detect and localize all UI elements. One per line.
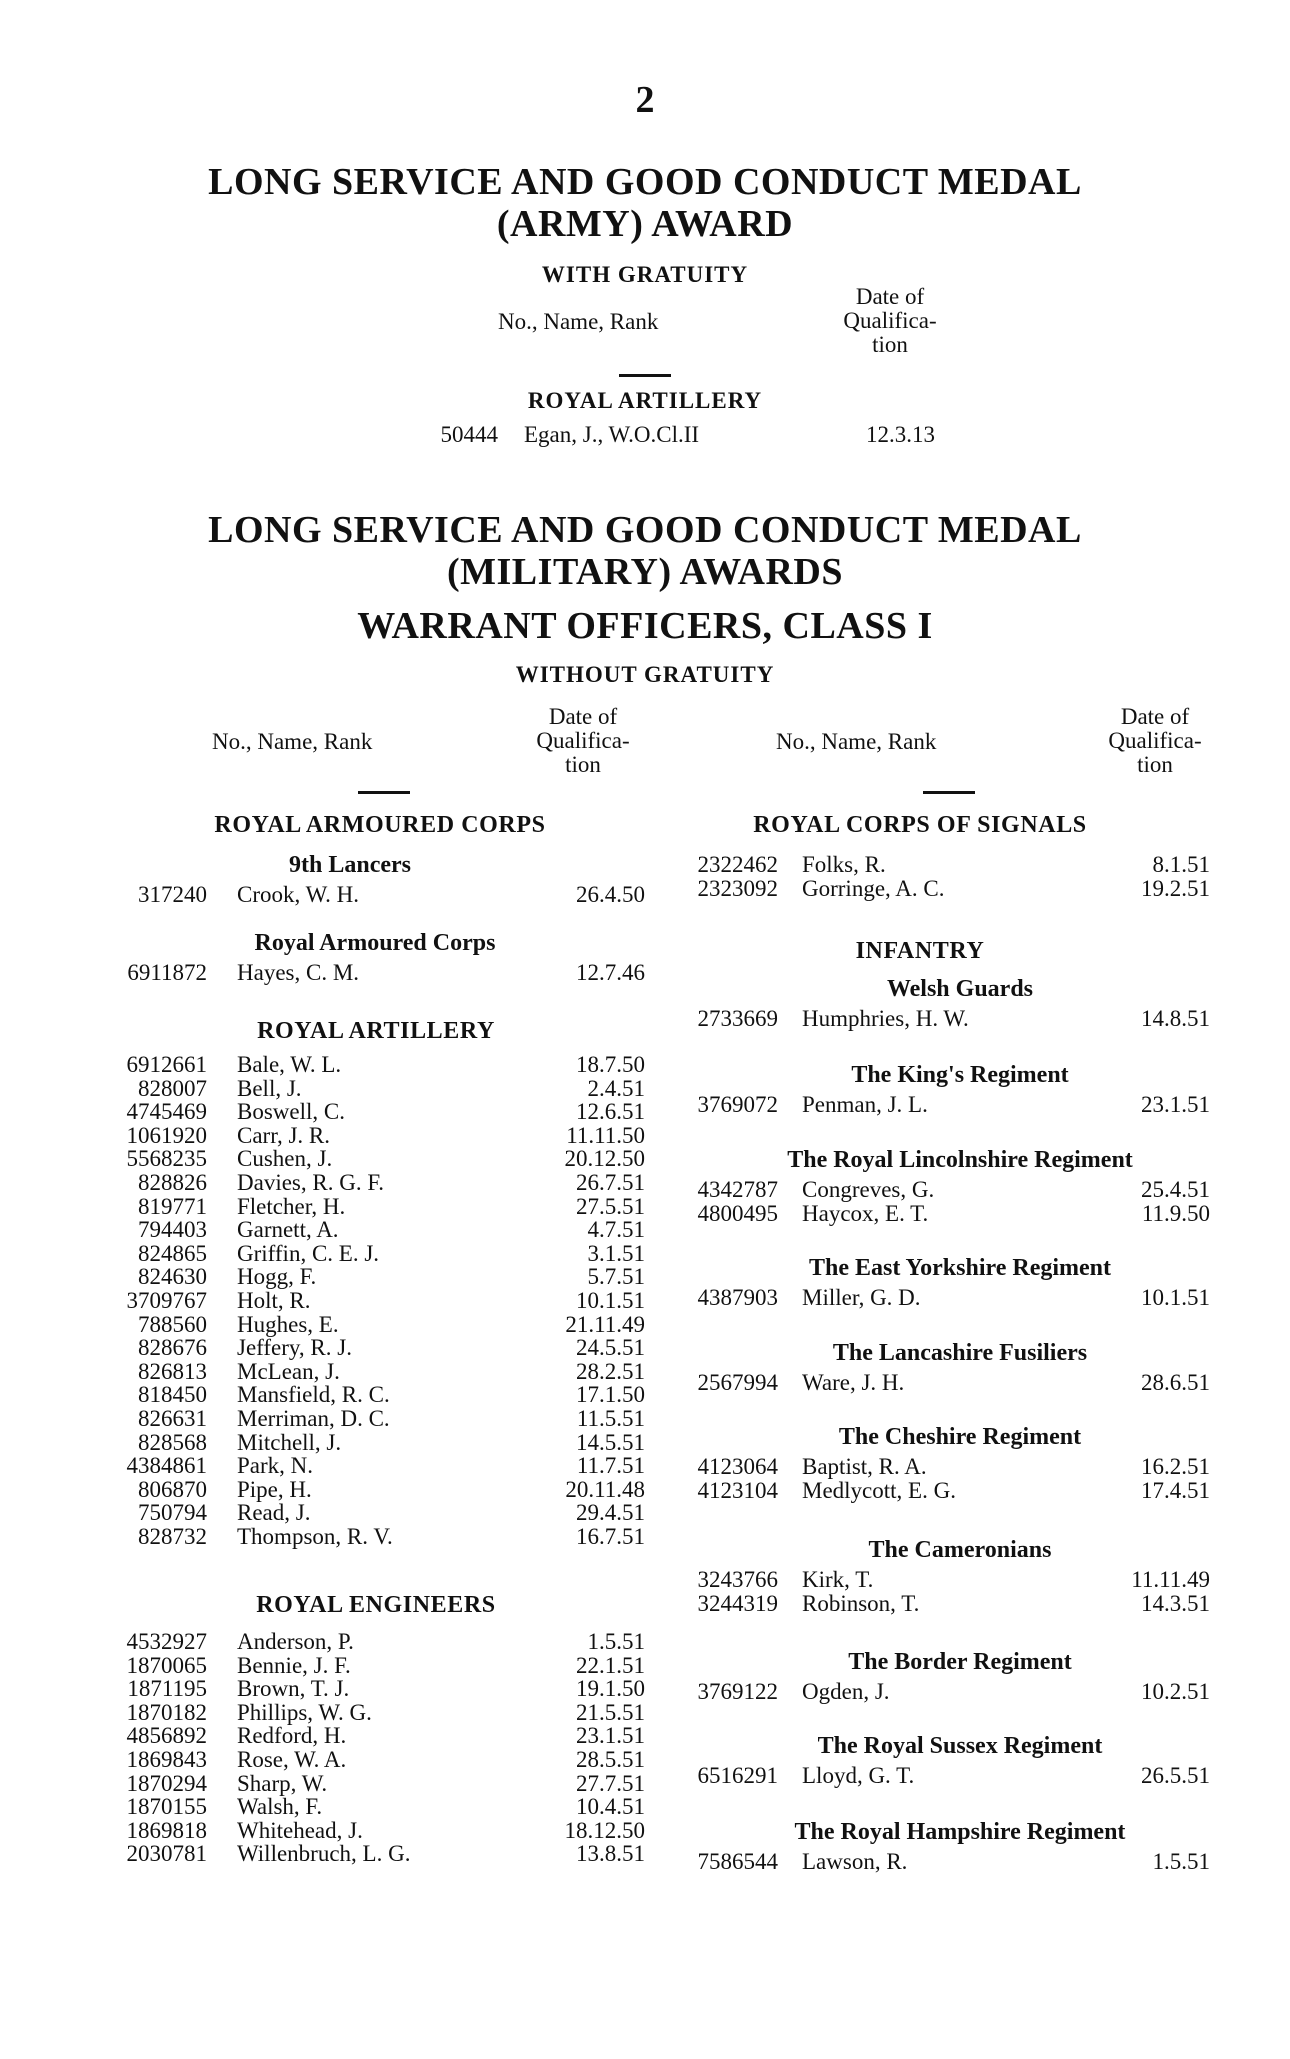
- qualification-date: 11.9.50: [1141, 1200, 1210, 1226]
- qualification-date: 1.5.51: [587, 1629, 645, 1654]
- qualification-date: 5.7.51: [587, 1264, 645, 1290]
- service-number: 3769072: [697, 1092, 778, 1117]
- service-number: 5568235: [126, 1146, 207, 1172]
- person-name: Park, N.: [237, 1453, 314, 1479]
- person-name: Davies, R. G. F.: [237, 1170, 385, 1195]
- table-row: [0, 1589, 1290, 1619]
- table-row: [0, 1847, 1290, 1877]
- person-name: Willenbruch, L. G.: [237, 1841, 411, 1867]
- service-number: 317240: [138, 882, 207, 907]
- qualification-date: 12.3.13: [866, 422, 935, 447]
- army-date-header-l1: Date of: [855, 284, 925, 309]
- person-name: Robinson, T.: [802, 1590, 920, 1616]
- left-col-date-header: [518, 705, 648, 777]
- service-number: 7586544: [697, 1849, 778, 1874]
- qualification-date: 11.11.50: [566, 1122, 645, 1148]
- subsection-heading-royal-armoured-corps: Royal Armoured Corps: [254, 930, 496, 956]
- subsection-heading-9th-lancers: 9th Lancers: [289, 852, 411, 878]
- military-title-line3: WARRANT OFFICERS, CLASS I: [357, 605, 933, 647]
- qualification-date: 1.5.51: [1152, 1849, 1210, 1874]
- service-number: 4342787: [697, 1177, 778, 1202]
- military-title-line1: LONG SERVICE AND GOOD CONDUCT MEDAL: [208, 509, 1082, 551]
- qualification-date: 12.6.51: [576, 1099, 645, 1125]
- table-row: [0, 420, 1290, 450]
- service-number: 826631: [138, 1406, 207, 1431]
- service-number: 3709767: [126, 1288, 207, 1313]
- left-col-name-header: No., Name, Rank: [212, 729, 373, 754]
- service-number: 806870: [138, 1476, 207, 1502]
- subsection-heading-regiment: The Lancashire Fusiliers: [832, 1340, 1088, 1366]
- subsection-heading-regiment: The Cheshire Regiment: [838, 1424, 1082, 1450]
- qualification-date: 16.2.51: [1141, 1454, 1210, 1479]
- person-name: Hogg, F.: [237, 1264, 317, 1290]
- service-number: 828732: [138, 1524, 207, 1549]
- service-number: 4800495: [697, 1200, 778, 1226]
- service-number: 1870155: [126, 1794, 207, 1820]
- qualification-date: 29.4.51: [576, 1500, 645, 1526]
- person-name: Congreves, G.: [802, 1177, 935, 1202]
- qualification-date: 17.4.51: [1141, 1477, 1210, 1503]
- army-date-header-l2: Qualifica-: [843, 308, 937, 333]
- person-name: Baptist, R. A.: [802, 1454, 927, 1479]
- person-name: Thompson, R. V.: [237, 1524, 393, 1549]
- service-number: 4123064: [697, 1454, 778, 1479]
- left-date-header-l1: Date of: [548, 704, 618, 729]
- subsection-heading-regiment: The Royal Hampshire Regiment: [794, 1819, 1126, 1845]
- qualification-date: 19.2.51: [1141, 875, 1210, 901]
- service-number: 4387903: [697, 1285, 778, 1310]
- table-row: [0, 1677, 1290, 1707]
- service-number: 2733669: [697, 1006, 778, 1031]
- qualification-date: 27.5.51: [576, 1193, 645, 1219]
- table-row: [0, 1283, 1290, 1313]
- qualification-date: 28.5.51: [576, 1747, 645, 1772]
- qualification-date: 27.7.51: [576, 1770, 645, 1796]
- person-name: Mansfield, R. C.: [237, 1382, 390, 1408]
- person-name: Carr, J. R.: [237, 1122, 330, 1148]
- section-heading-royal-corps-of-signals: ROYAL CORPS OF SIGNALS: [753, 812, 1087, 838]
- person-name: Miller, G. D.: [802, 1285, 921, 1310]
- qualification-date: 17.1.50: [576, 1382, 645, 1408]
- subsection-heading-regiment: The Border Regiment: [848, 1649, 1072, 1675]
- service-number: 3243766: [697, 1567, 778, 1592]
- divider: [923, 791, 975, 794]
- divider: [619, 374, 671, 377]
- qualification-date: 24.5.51: [576, 1335, 645, 1361]
- qualification-date: 26.5.51: [1141, 1763, 1210, 1788]
- table-row: [0, 1761, 1290, 1791]
- service-number: 1870294: [126, 1770, 207, 1796]
- person-name: Phillips, W. G.: [237, 1699, 372, 1725]
- service-number: 794403: [138, 1217, 207, 1243]
- person-name: Sharp, W.: [237, 1770, 328, 1796]
- qualification-date: 16.7.51: [576, 1524, 645, 1549]
- qualification-date: 20.12.50: [564, 1146, 645, 1172]
- subsection-heading-regiment: The East Yorkshire Regiment: [809, 1255, 1111, 1281]
- service-number: 818450: [138, 1382, 207, 1408]
- service-number: 828568: [138, 1429, 207, 1455]
- service-number: 824630: [138, 1264, 207, 1290]
- person-name: Haycox, E. T.: [802, 1200, 929, 1226]
- service-number: 828007: [138, 1075, 207, 1101]
- service-number: 6911872: [127, 960, 207, 985]
- left-date-header-l2: Qualifica-: [536, 728, 630, 753]
- service-number: 4123104: [697, 1477, 778, 1503]
- service-number: 2030781: [126, 1841, 207, 1867]
- subsection-heading-regiment: The Royal Sussex Regiment: [817, 1733, 1103, 1759]
- service-number: 826813: [138, 1358, 207, 1384]
- service-number: 4532927: [126, 1629, 207, 1654]
- qualification-date: 11.5.51: [576, 1406, 645, 1431]
- qualification-date: 18.12.50: [564, 1817, 645, 1843]
- army-award-subtitle: WITH GRATUITY: [541, 262, 749, 287]
- person-name: Hughes, E.: [237, 1311, 339, 1337]
- section-heading-infantry: INFANTRY: [855, 938, 985, 964]
- person-name: Ware, J. H.: [802, 1370, 905, 1395]
- military-subtitle: WITHOUT GRATUITY: [515, 662, 775, 687]
- qualification-date: 13.8.51: [576, 1841, 645, 1867]
- person-name: Whitehead, J.: [237, 1817, 363, 1843]
- person-name: Redford, H.: [237, 1723, 347, 1749]
- right-col-date-header: [1090, 705, 1220, 777]
- person-name: Bell, J.: [237, 1075, 302, 1101]
- army-award-title-line2: (ARMY) AWARD: [496, 203, 794, 245]
- service-number: 1869818: [126, 1817, 207, 1843]
- army-award-title-line1: LONG SERVICE AND GOOD CONDUCT MEDAL: [208, 161, 1082, 203]
- person-name: Hayes, C. M.: [237, 960, 360, 985]
- person-name: Bale, W. L.: [237, 1052, 342, 1077]
- table-row: [0, 1368, 1290, 1398]
- qualification-date: 21.11.49: [565, 1311, 645, 1337]
- qualification-date: 23.1.51: [576, 1723, 645, 1749]
- qualification-date: 28.2.51: [576, 1358, 645, 1384]
- right-date-header-l2: Qualifica-: [1108, 728, 1202, 753]
- qualification-date: 11.11.49: [1131, 1567, 1210, 1592]
- divider: [358, 791, 410, 794]
- qualification-date: 14.5.51: [576, 1429, 645, 1455]
- subsection-heading-regiment: The Cameronians: [868, 1537, 1052, 1563]
- subsection-heading-regiment: Welsh Guards: [886, 976, 1034, 1002]
- section-heading-royal-artillery: ROYAL ARTILLERY: [257, 1018, 495, 1044]
- person-name: Walsh, F.: [237, 1794, 323, 1820]
- person-name: Holt, R.: [237, 1288, 311, 1313]
- section-heading-royal-engineers: ROYAL ENGINEERS: [256, 1592, 496, 1618]
- qualification-date: 10.4.51: [576, 1794, 645, 1820]
- qualification-date: 8.1.51: [1152, 852, 1210, 877]
- qualification-date: 19.1.50: [576, 1676, 645, 1702]
- qualification-date: 4.7.51: [587, 1217, 645, 1243]
- service-number: 4745469: [126, 1099, 207, 1125]
- right-date-header-l3: tion: [1137, 752, 1173, 777]
- person-name: Gorringe, A. C.: [802, 875, 945, 901]
- table-row: [0, 874, 1290, 904]
- person-name: Medlycott, E. G.: [802, 1477, 956, 1503]
- person-name: Griffin, C. E. J.: [237, 1240, 380, 1266]
- service-number: 1871195: [127, 1676, 207, 1702]
- table-row: [0, 1090, 1290, 1120]
- service-number: 4384861: [126, 1453, 207, 1479]
- subsection-heading-regiment: The Royal Lincolnshire Regiment: [787, 1147, 1133, 1173]
- qualification-date: 26.4.50: [576, 882, 645, 907]
- person-name: Lloyd, G. T.: [802, 1763, 915, 1788]
- service-number: 50444: [440, 422, 498, 447]
- qualification-date: 21.5.51: [576, 1699, 645, 1725]
- service-number: 1061920: [126, 1122, 207, 1148]
- qualification-date: 2.4.51: [587, 1075, 645, 1101]
- person-name: Lawson, R.: [802, 1849, 908, 1874]
- qualification-date: 11.7.51: [576, 1453, 645, 1479]
- military-title-line2: (MILITARY) AWARDS: [447, 551, 843, 593]
- service-number: 1869843: [126, 1747, 207, 1772]
- qualification-date: 22.1.51: [576, 1652, 645, 1678]
- service-number: 788560: [138, 1311, 207, 1337]
- service-number: 1870182: [126, 1699, 207, 1725]
- qualification-date: 10.1.51: [1141, 1285, 1210, 1310]
- service-number: 828826: [138, 1170, 207, 1195]
- service-number: 6516291: [697, 1763, 778, 1788]
- person-name: Brown, T. J.: [237, 1676, 350, 1702]
- service-number: 2567994: [697, 1370, 778, 1395]
- service-number: 3769122: [697, 1679, 778, 1704]
- person-name: Folks, R.: [802, 852, 886, 877]
- service-number: 828676: [138, 1335, 207, 1361]
- person-name: Humphries, H. W.: [802, 1006, 969, 1031]
- qualification-date: 3.1.51: [587, 1240, 645, 1266]
- person-name: McLean, J.: [237, 1358, 340, 1384]
- person-name: Rose, W. A.: [237, 1747, 347, 1772]
- service-number: 3244319: [697, 1590, 778, 1616]
- service-number: 819771: [138, 1193, 207, 1219]
- person-name: Penman, J. L.: [802, 1092, 928, 1117]
- subsection-heading-regiment: The King's Regiment: [851, 1062, 1069, 1088]
- army-date-header-l3: tion: [872, 332, 908, 357]
- army-col-name-header: No., Name, Rank: [498, 309, 659, 334]
- qualification-date: 12.7.46: [576, 960, 645, 985]
- service-number: 824865: [138, 1240, 207, 1266]
- person-name: Boswell, C.: [237, 1099, 345, 1125]
- service-number: 750794: [138, 1500, 207, 1526]
- service-number: 1870065: [126, 1652, 207, 1678]
- service-number: 4856892: [126, 1723, 207, 1749]
- army-col-date-header: [830, 285, 950, 357]
- person-name: Mitchell, J.: [237, 1429, 342, 1455]
- page-number: 2: [635, 79, 655, 121]
- person-name: Read, J.: [237, 1500, 311, 1526]
- section-heading-rac: ROYAL ARMOURED CORPS: [214, 812, 546, 838]
- table-row: [0, 1004, 1290, 1034]
- table-row: [0, 1199, 1290, 1229]
- qualification-date: 10.1.51: [576, 1288, 645, 1313]
- person-name: Jeffery, R. J.: [237, 1335, 352, 1361]
- qualification-date: 14.8.51: [1141, 1006, 1210, 1031]
- service-number: 2322462: [697, 852, 778, 877]
- person-name: Crook, W. H.: [237, 882, 360, 907]
- qualification-date: 10.2.51: [1141, 1679, 1210, 1704]
- qualification-date: 14.3.51: [1141, 1590, 1210, 1616]
- person-name: Garnett, A.: [237, 1217, 339, 1243]
- qualification-date: 20.11.48: [565, 1476, 645, 1502]
- person-name: Ogden, J.: [802, 1679, 890, 1704]
- service-number: 6912661: [126, 1052, 207, 1077]
- person-name: Anderson, P.: [237, 1629, 354, 1654]
- right-date-header-l1: Date of: [1120, 704, 1190, 729]
- person-name: Egan, J., W.O.Cl.II: [524, 422, 700, 447]
- person-name: Kirk, T.: [802, 1567, 874, 1592]
- qualification-date: 25.4.51: [1141, 1177, 1210, 1202]
- qualification-date: 23.1.51: [1141, 1092, 1210, 1117]
- right-col-name-header: No., Name, Rank: [776, 729, 937, 754]
- table-row: [0, 1476, 1290, 1506]
- person-name: Merriman, D. C.: [237, 1406, 390, 1431]
- qualification-date: 18.7.50: [576, 1052, 645, 1077]
- army-unit-heading: ROYAL ARTILLERY: [527, 388, 763, 413]
- person-name: Bennie, J. F.: [237, 1652, 351, 1678]
- person-name: Pipe, H.: [237, 1476, 312, 1502]
- service-number: 2323092: [697, 875, 778, 901]
- person-name: Fletcher, H.: [237, 1193, 346, 1219]
- qualification-date: 28.6.51: [1141, 1370, 1210, 1395]
- person-name: Cushen, J.: [237, 1146, 333, 1172]
- qualification-date: 26.7.51: [576, 1170, 645, 1195]
- left-date-header-l3: tion: [565, 752, 601, 777]
